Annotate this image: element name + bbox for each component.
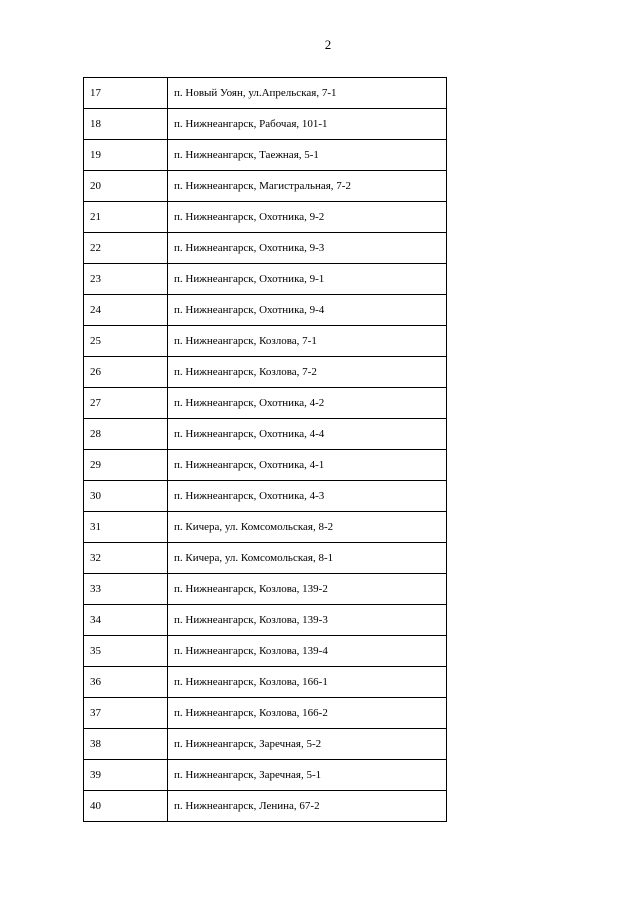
address-table [83, 77, 447, 822]
row-number-cell: 28 [84, 419, 168, 450]
table-row [84, 760, 447, 791]
row-number-cell: 21 [84, 202, 168, 233]
row-number-cell: 17 [84, 78, 168, 109]
row-number-cell: 24 [84, 295, 168, 326]
row-number-cell: 35 [84, 636, 168, 667]
table-row [84, 512, 447, 543]
address-cell: п. Нижнеангарск, Козлова, 139-4 [168, 636, 447, 667]
row-number-cell: 40 [84, 791, 168, 822]
row-number-cell: 18 [84, 109, 168, 140]
table-row [84, 202, 447, 233]
table-row [84, 109, 447, 140]
row-number-cell: 37 [84, 698, 168, 729]
address-cell: п. Новый Уоян, ул.Апрельская, 7-1 [168, 78, 447, 109]
table-row [84, 171, 447, 202]
table-row [84, 264, 447, 295]
address-cell: п. Нижнеангарск, Охотника, 9-2 [168, 202, 447, 233]
address-cell: п. Нижнеангарск, Рабочая, 101-1 [168, 109, 447, 140]
table-row [84, 419, 447, 450]
row-number-cell: 30 [84, 481, 168, 512]
table-row [84, 357, 447, 388]
table-row [84, 698, 447, 729]
row-number-cell: 27 [84, 388, 168, 419]
address-cell: п. Нижнеангарск, Магистральная, 7-2 [168, 171, 447, 202]
page-number: 2 [324, 37, 332, 52]
address-cell: п. Нижнеангарск, Ленина, 67-2 [168, 791, 447, 822]
table-row [84, 450, 447, 481]
address-cell: п. Нижнеангарск, Заречная, 5-2 [168, 729, 447, 760]
row-number-cell: 23 [84, 264, 168, 295]
table-row [84, 729, 447, 760]
row-number-cell: 20 [84, 171, 168, 202]
row-number-cell: 26 [84, 357, 168, 388]
address-cell: п. Нижнеангарск, Козлова, 139-3 [168, 605, 447, 636]
table-row [84, 636, 447, 667]
address-cell: п. Кичера, ул. Комсомольская, 8-2 [168, 512, 447, 543]
address-cell: п. Нижнеангарск, Охотника, 4-4 [168, 419, 447, 450]
row-number-cell: 33 [84, 574, 168, 605]
address-cell: п. Нижнеангарск, Козлова, 7-1 [168, 326, 447, 357]
table-row [84, 78, 447, 109]
row-number-cell: 31 [84, 512, 168, 543]
table-row [84, 388, 447, 419]
row-number-cell: 39 [84, 760, 168, 791]
table-row [84, 605, 447, 636]
table-row [84, 574, 447, 605]
address-cell: п. Нижнеангарск, Охотника, 4-2 [168, 388, 447, 419]
address-cell: п. Нижнеангарск, Охотника, 9-3 [168, 233, 447, 264]
table-row [84, 326, 447, 357]
row-number-cell: 32 [84, 543, 168, 574]
table-row [84, 791, 447, 822]
row-number-cell: 29 [84, 450, 168, 481]
row-number-cell: 25 [84, 326, 168, 357]
address-cell: п. Нижнеангарск, Козлова, 139-2 [168, 574, 447, 605]
table-row [84, 667, 447, 698]
address-cell: п. Кичера, ул. Комсомольская, 8-1 [168, 543, 447, 574]
table-row [84, 295, 447, 326]
address-cell: п. Нижнеангарск, Козлова, 166-1 [168, 667, 447, 698]
address-cell: п. Нижнеангарск, Охотника, 9-4 [168, 295, 447, 326]
table-row [84, 140, 447, 171]
address-cell: п. Нижнеангарск, Охотника, 4-1 [168, 450, 447, 481]
address-cell: п. Нижнеангарск, Козлова, 166-2 [168, 698, 447, 729]
table-row [84, 481, 447, 512]
row-number-cell: 36 [84, 667, 168, 698]
address-cell: п. Нижнеангарск, Козлова, 7-2 [168, 357, 447, 388]
address-table-body [84, 78, 447, 822]
row-number-cell: 19 [84, 140, 168, 171]
table-row [84, 543, 447, 574]
address-cell: п. Нижнеангарск, Охотника, 9-1 [168, 264, 447, 295]
row-number-cell: 34 [84, 605, 168, 636]
row-number-cell: 38 [84, 729, 168, 760]
address-cell: п. Нижнеангарск, Заречная, 5-1 [168, 760, 447, 791]
table-row [84, 233, 447, 264]
address-cell: п. Нижнеангарск, Таежная, 5-1 [168, 140, 447, 171]
row-number-cell: 22 [84, 233, 168, 264]
address-cell: п. Нижнеангарск, Охотника, 4-3 [168, 481, 447, 512]
